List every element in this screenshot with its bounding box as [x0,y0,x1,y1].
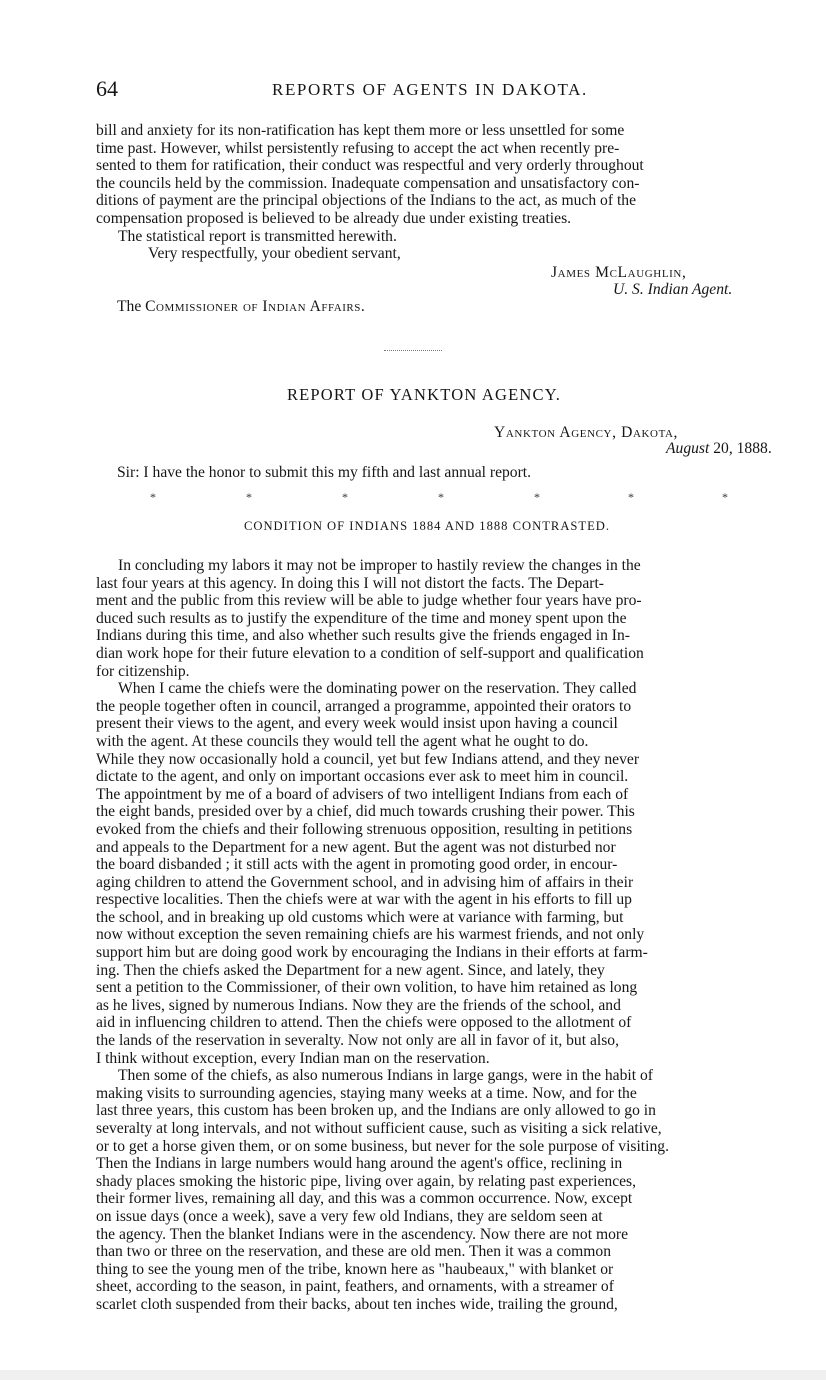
text-line: last three years, this custom has been broken up, and the Indians are only allowed to go in [96,1102,656,1120]
dateline-date [666,440,772,458]
text-line: When I came the chiefs were the dominating power on the reservation. They called [118,680,637,698]
section-heading: CONDITION OF INDIANS 1884 AND 1888 CONTRASTED. [243,519,611,533]
text-line: the eight bands, presided over by a chief, did much towards crushing their power. This [96,803,635,821]
body-text [96,557,780,1314]
text-line: making visits to surrounding agencies, staying many weeks at a time. Now, and for the [96,1084,637,1102]
text-line: their former lives, remaining all day, and this was a common occurrence. Now, except [96,1190,633,1208]
text-line: ing. Then the chiefs asked the Department for a new agent. Since, and lately, they [96,961,605,979]
text-line: the school, and in breaking up old customs which were at variance with farming, but [96,908,624,926]
text-line: the councils held by the commission. Inadequate compensation and unsatisfactory con- [96,174,640,192]
text-line: Then some of the chiefs, as also numerous Indians in large gangs, were in the habit of [118,1067,653,1085]
star-mark: * [438,490,444,504]
addressee-body: Commissioner of Indian Affairs. [145,298,366,315]
section-divider [384,350,442,351]
running-head: REPORTS OF AGENTS IN DAKOTA. [272,80,588,99]
text-line: sented to them for ratification, their conduct was respectful and very orderly throughout [96,157,644,175]
closing-line: Very respectfully, your obedient servant, [148,245,401,262]
star-mark: * [246,490,252,504]
text-line: dictate to the agent, and only on important occasions ever ask to meet him in council. [96,768,629,786]
text-line: I think without exception, every Indian man on the reservation. [96,1049,490,1067]
text-line: dian work hope for their future elevation to a condition of self-support and qualification [96,644,644,662]
statistical-report-line: The statistical report is transmitted herewith. [118,227,397,245]
text-line: as he lives, signed by numerous Indians. Now they are the friends of the school, and [96,996,621,1014]
text-line: on issue days (once a week), save a very few old Indians, they are seldom seen at [96,1207,603,1225]
signature-title: U. S. Indian Agent. [613,281,733,298]
text-line: the lands of the reservation in severalty. Now not only are all in favor of it, but also, [96,1032,619,1050]
text-line: scarlet cloth suspended from their backs, about ten inches wide, trailing the ground, [96,1295,618,1313]
text-line: bill and anxiety for its non-ratification has kept them more or less unsettled for some [96,122,625,139]
text-line: last four years at this agency. In doing this I will not distort the facts. The Depart- [96,574,604,592]
addressee-prefix: The [117,298,142,315]
text-line: severalty at long intervals, and not without sufficient cause, such as visiting a sick relative, [96,1120,662,1137]
text-line: aid in influencing children to attend. Then the chiefs were opposed to the allotment of [96,1014,632,1032]
text-line: While they now occasionally hold a council, yet but few Indians attend, and they never [96,750,640,768]
page-header [96,76,786,106]
text-line: respective localities. Then the chiefs were at war with the agent in his efforts to fill up [96,891,632,909]
text-line: shady places smoking the historic pipe, living over again, by relating past experiences, [96,1172,637,1190]
dateline-month: August [666,440,710,457]
text-line: present their views to the agent, and every week would insist upon having a council [96,715,618,733]
text-line: with the agent. At these councils they would tell the agent what he ought to do. [96,732,589,750]
text-line: compensation proposed is believed to be already due under existing treaties. [96,209,572,227]
text-line: or to get a horse given them, or on some business, but never for the sole purpose of visiting. [96,1137,669,1155]
text-line: aging children to attend the Government school, and in advising him of affairs in their [96,873,634,891]
page-number: 64 [96,76,118,101]
text-line: sent a petition to the Commissioner, of their own volition, to have him retained as long [96,979,638,997]
star-mark: * [628,490,634,504]
text-line: Then the Indians in large numbers would hang around the agent's office, reclining in [96,1155,623,1173]
dateline-day-year: 20, 1888. [713,440,772,457]
text-line: the board disbanded ; it still acts with the agent in promoting good order, in encour- [96,856,618,874]
page-bottom-edge [0,1370,826,1380]
ellipsis-stars [150,490,730,506]
star-mark: * [150,490,156,504]
text-line: duced such results as to justify the expenditure of the time and money spent upon the [96,609,627,627]
star-mark: * [534,490,540,504]
addressee [117,298,365,316]
text-line: the people together often in council, arranged a programme, appointed their orators to [96,697,632,715]
dateline-place: Yankton Agency, Dakota, [494,424,679,441]
text-line: In concluding my labors it may not be improper to hastily review the changes in the [118,557,641,574]
text-line: ment and the public from this review will be able to judge whether four years have pro- [96,592,642,610]
text-line: for citizenship. [96,662,190,680]
text-line: ditions of payment are the principal objections of the Indians to the act, as much of the [96,192,636,210]
paragraph [96,680,780,1067]
star-mark: * [342,490,348,504]
text-line: the agency. Then the blanket Indians were in the ascendency. Now there are not more [96,1225,628,1243]
text-line: now without exception the seven remaining chiefs are his warmest friends, and not only [96,926,645,944]
signature-name: James McLaughlin, [551,264,687,281]
text-line: Indians during this time, and also whether such results give the friends engaged in In- [96,627,630,645]
text-line: time past. However, whilst persistently refusing to accept the act when recently pre- [96,139,620,157]
text-line: support him but are doing good work by encouraging the Indians in their efforts at farm- [96,944,648,962]
text-line: evoked from the chiefs and their following strenuous opposition, resulting in petitions [96,820,633,838]
text-line: The appointment by me of a board of advisers of two intelligent Indians from each of [96,785,629,803]
salutation: Sir: I have the honor to submit this my fifth and last annual report. [117,464,532,481]
paragraph [96,1067,780,1313]
star-mark: * [722,490,728,504]
report-title: REPORT OF YANKTON AGENCY. [286,385,562,404]
text-line: and appeals to the Department for a new agent. But the agent was not disturbed nor [96,838,616,856]
paragraph [96,557,780,680]
text-line: sheet, according to the season, in paint, feathers, and ornaments, with a streamer of [96,1278,614,1296]
text-line: than two or three on the reservation, and these are old men. Then it was a common [96,1243,612,1261]
text-line: thing to see the young men of the tribe, known here as "haubeaux," with blanket or [96,1260,614,1278]
continued-paragraph [96,122,780,245]
